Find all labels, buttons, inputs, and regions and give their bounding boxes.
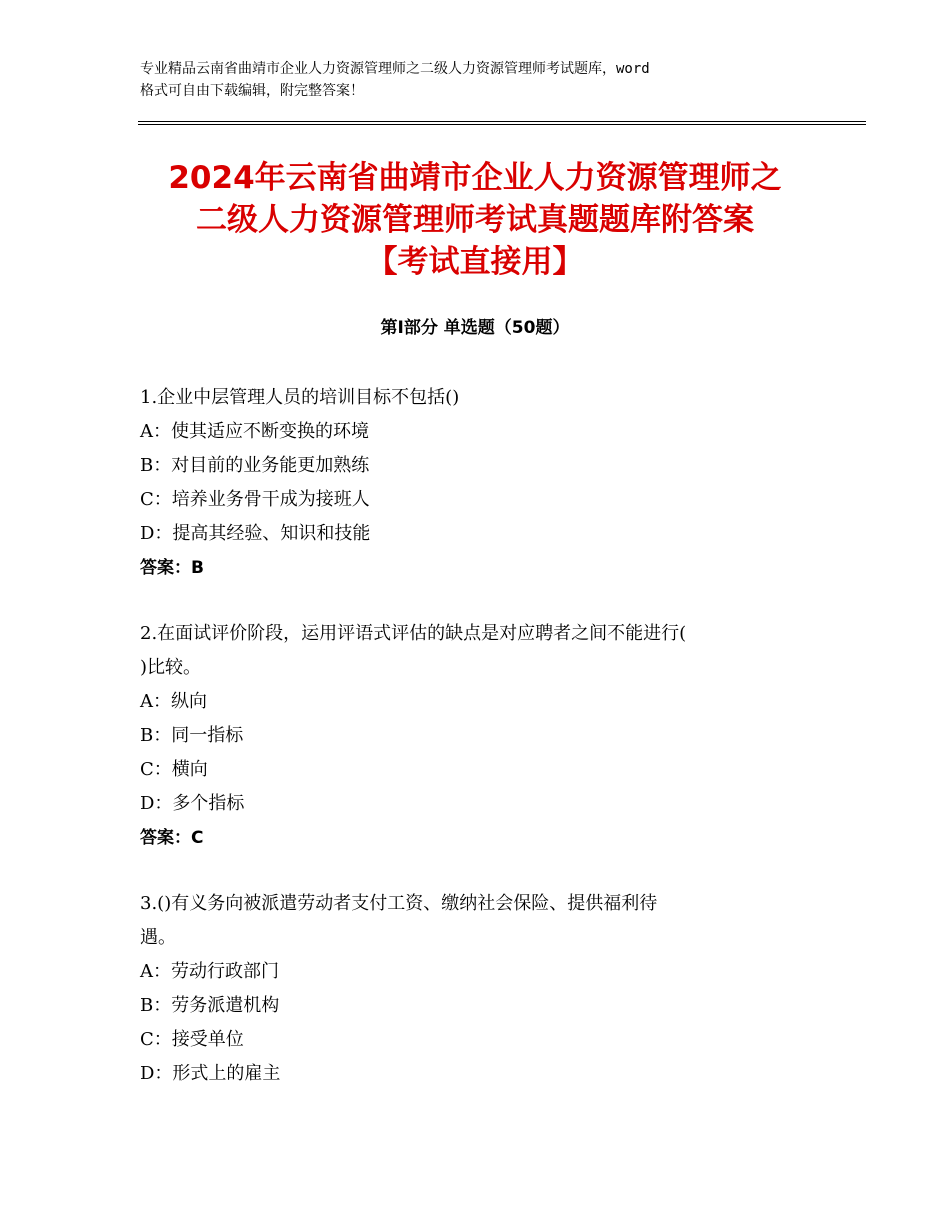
- question-stem-line-2: )比较。: [140, 657, 202, 678]
- option-a: A：劳动行政部门: [140, 961, 279, 982]
- option-b: B：劳务派遣机构: [140, 995, 280, 1016]
- section-heading: 第Ⅰ部分 单选题（50题）: [380, 318, 570, 338]
- title-line-1: 2024年云南省曲靖市企业人力资源管理师之: [168, 160, 782, 196]
- header-line-1: 专业精品云南省曲靖市企业人力资源管理师之二级人力资源管理师考试题库，word: [140, 61, 650, 77]
- document-title: [100, 157, 850, 283]
- option-d: D：提高其经验、知识和技能: [140, 523, 371, 544]
- option-a: A：使其适应不断变换的环境: [140, 421, 369, 442]
- option-c: C：接受单位: [140, 1029, 244, 1050]
- header-rule-bottom: [138, 124, 866, 125]
- option-d: D：形式上的雇主: [140, 1063, 281, 1084]
- answer: 答案：C: [140, 828, 204, 848]
- answer: 答案：B: [140, 558, 204, 578]
- question-stem-line-1: 3.()有义务向被派遣劳动者支付工资、缴纳社会保险、提供福利待: [140, 893, 658, 914]
- header-rule-top: [138, 121, 866, 122]
- option-d: D：多个指标: [140, 793, 245, 814]
- question-1: [140, 381, 820, 585]
- option-c: C：横向: [140, 759, 208, 780]
- question-3: [140, 887, 820, 1091]
- header-line-2: 格式可自由下载编辑，附完整答案！: [140, 83, 364, 99]
- option-c: C：培养业务骨干成为接班人: [140, 489, 370, 510]
- question-stem-line-2: 遇。: [140, 927, 176, 948]
- option-b: B：同一指标: [140, 725, 244, 746]
- option-b: B：对目前的业务能更加熟练: [140, 455, 370, 476]
- question-stem: 1.企业中层管理人员的培训目标不包括(): [140, 387, 460, 408]
- title-line-2: 二级人力资源管理师考试真题题库附答案: [196, 202, 754, 238]
- option-a: A：纵向: [140, 691, 207, 712]
- page-header: [140, 58, 820, 102]
- question-list: [140, 381, 820, 1091]
- question-2: [140, 617, 820, 855]
- question-stem-line-1: 2.在面试评价阶段，运用评语式评估的缺点是对应聘者之间不能进行(: [140, 623, 687, 644]
- title-line-3: 【考试直接用】: [366, 244, 584, 280]
